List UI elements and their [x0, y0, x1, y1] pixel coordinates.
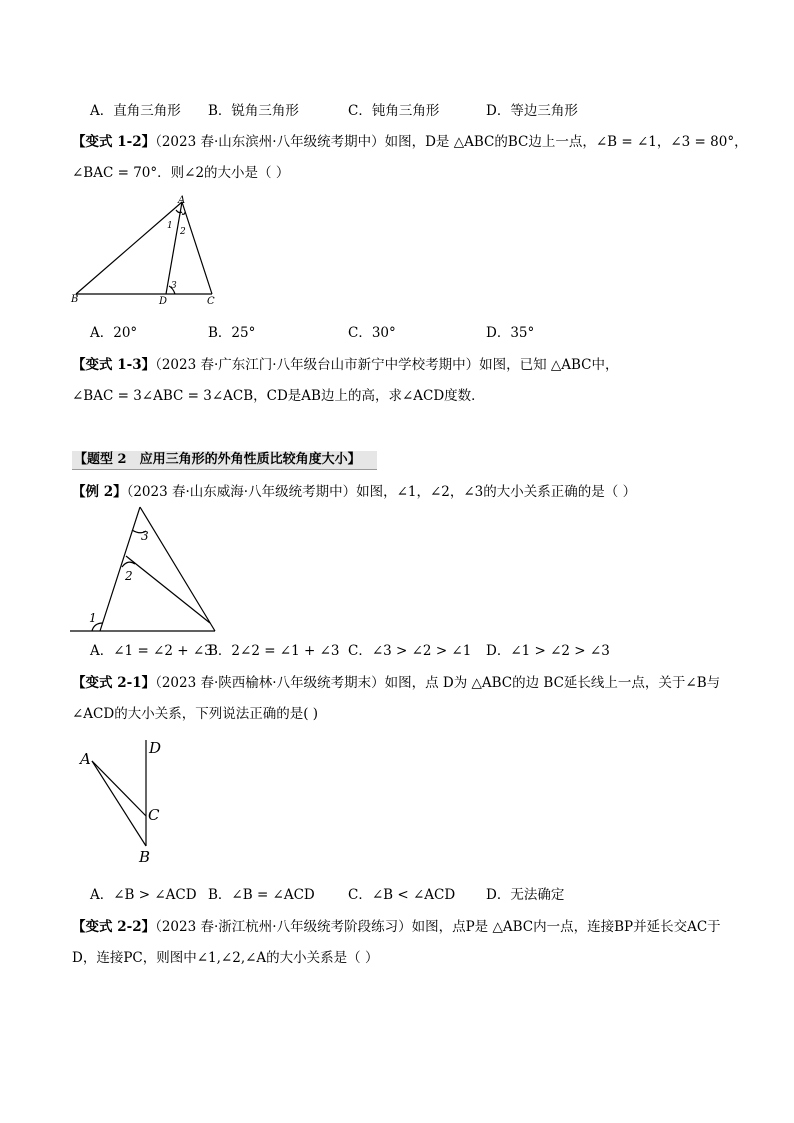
q2-2-text1: （2023 春·浙江杭州·八年级统考阶段练习）如图，点P是 △ABC内一点，连接BP并延长交AC于 — [155, 919, 721, 935]
q2-2-line2: D，连接PC，则图中∠1,∠2,∠A的大小关系是（ ） — [72, 950, 379, 966]
option-d[interactable]: D．无法确定 — [486, 887, 565, 903]
q2-1-label-a: A — [80, 750, 91, 768]
option-b[interactable]: B．∠B = ∠ACD — [208, 887, 315, 903]
fig-label-c: C — [207, 296, 215, 306]
q1-2-line2: ∠BAC = 70°．则∠2的大小是（ ） — [72, 165, 290, 181]
option-c[interactable]: C．∠B < ∠ACD — [348, 887, 456, 903]
q2-1-tag: 【变式 2-1】 — [72, 675, 156, 691]
option-a[interactable]: A．20° — [90, 325, 138, 341]
q2-1-text1: （2023 春·陕西榆林·八年级统考期末）如图，点 D为 △ABC的边 BC延长线上一点，关于∠B与 — [155, 675, 721, 691]
fig-label-a: A — [178, 195, 186, 206]
fig-label-b: B — [71, 294, 79, 305]
option-a[interactable]: A．直角三角形 — [90, 103, 181, 119]
topic-2-title-text: 【题型 2 应用三角形的外角性质比较角度大小】 — [74, 452, 361, 467]
option-c[interactable]: C．钝角三角形 — [348, 103, 440, 119]
ex2-angle-2: 2 — [125, 569, 133, 583]
q2-1-label-d: D — [149, 739, 162, 757]
ex2-text1: （2023 春·山东威海·八年级统考期中）如图，∠1，∠2，∠3的大小关系正确的是（ ） — [126, 484, 637, 500]
q2-1-figure — [76, 736, 176, 868]
q2-1-line2: ∠ACD的大小关系，下列说法正确的是( ) — [72, 706, 319, 722]
option-a[interactable]: A．∠1 = ∠2 + ∠3 — [90, 643, 213, 659]
ex2-figure — [70, 505, 220, 635]
option-d[interactable]: D．35° — [486, 325, 535, 341]
q1-2-line1 — [72, 132, 748, 152]
q1-2-figure — [68, 194, 228, 306]
q1-3-line1 — [72, 355, 619, 375]
option-c[interactable]: C．30° — [348, 325, 396, 341]
q1-3-tag: 【变式 1-3】 — [72, 357, 156, 373]
fig-angle-3: 3 — [171, 281, 177, 291]
option-b[interactable]: B．锐角三角形 — [208, 103, 299, 119]
option-a[interactable]: A．∠B > ∠ACD — [90, 887, 197, 903]
q2-1-line1 — [72, 673, 720, 693]
fig-label-d: D — [159, 296, 168, 306]
fig-angle-1: 1 — [167, 221, 173, 231]
q1-2-tag: 【变式 1-2】 — [72, 134, 156, 150]
q2-2-line1 — [72, 917, 721, 937]
ex2-tag: 【例 2】 — [72, 484, 127, 500]
option-d[interactable]: D．等边三角形 — [486, 103, 578, 119]
option-d[interactable]: D．∠1 > ∠2 > ∠3 — [486, 643, 610, 659]
q2-2-tag: 【变式 2-2】 — [72, 919, 156, 935]
q2-1-label-c: C — [148, 806, 160, 824]
ex2-angle-1: 1 — [89, 611, 97, 625]
ex2-angle-3: 3 — [141, 529, 149, 543]
fig-angle-2: 2 — [180, 227, 186, 237]
option-c[interactable]: C．∠3 > ∠2 > ∠1 — [348, 643, 472, 659]
q2-1-label-b: B — [139, 848, 151, 866]
q1-3-line2: ∠BAC = 3∠ABC = 3∠ACB，CD是AB边上的高，求∠ACD度数． — [72, 388, 485, 404]
option-b[interactable]: B．2∠2 = ∠1 + ∠3 — [208, 643, 340, 659]
option-b[interactable]: B．25° — [208, 325, 256, 341]
ex2-line1 — [72, 482, 636, 502]
topic-2-title — [72, 451, 377, 470]
q1-2-text1: （2023 春·山东滨州·八年级统考期中）如图，D是 △ABC的BC边上一点，∠B = ∠1，∠3 = 80°， — [155, 134, 748, 150]
q1-3-text1: （2023 春·广东江门·八年级台山市新宁中学校考期中）如图，已知 △ABC中， — [155, 357, 619, 373]
